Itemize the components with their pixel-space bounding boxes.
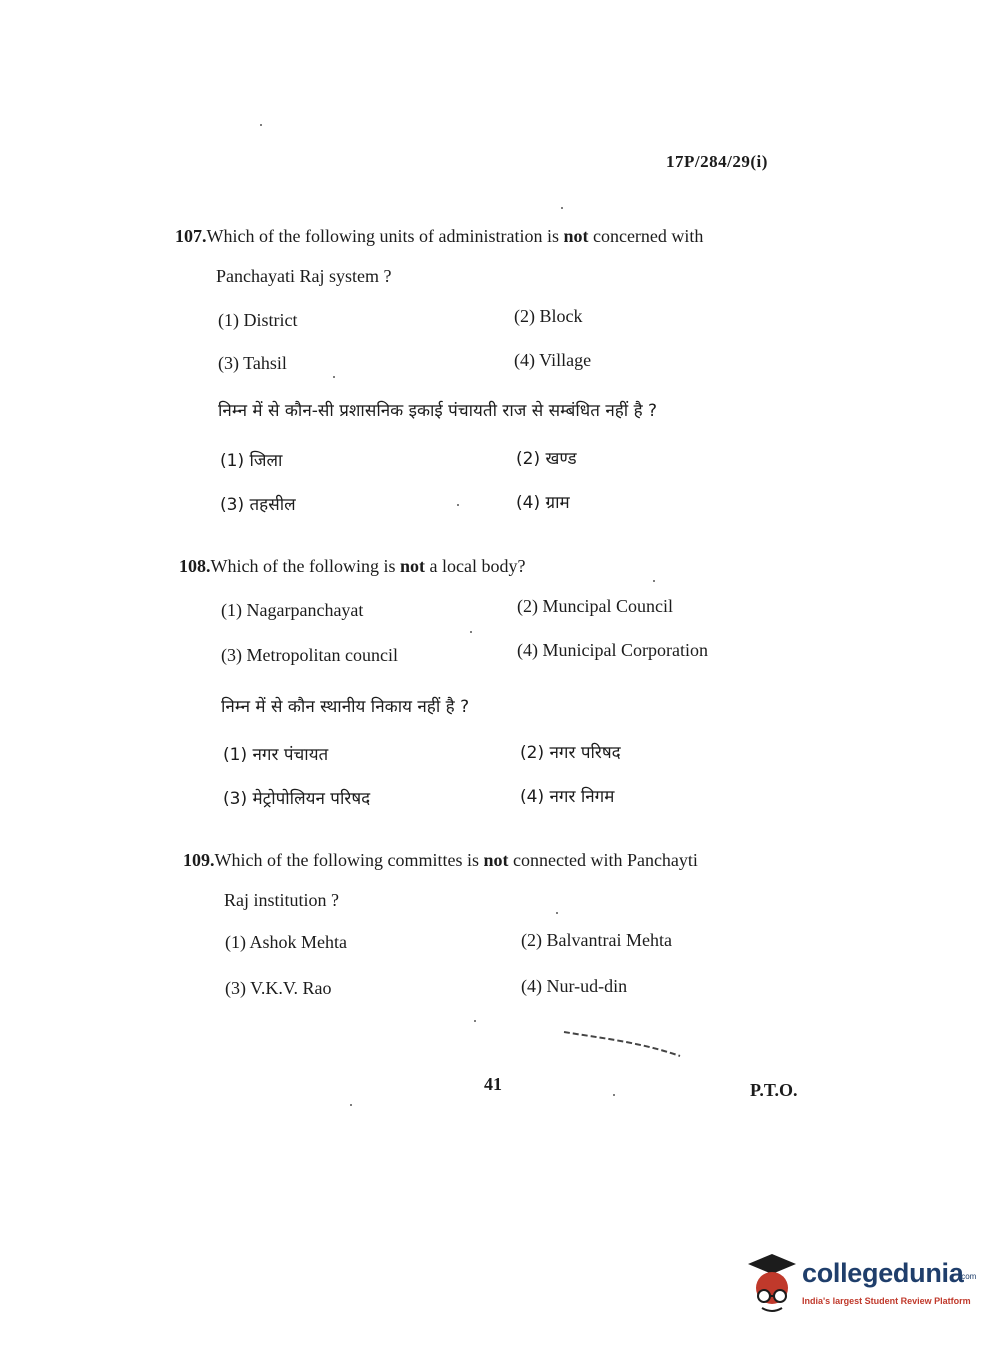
question-108-line1: 108.Which of the following is not a local body?: [179, 556, 526, 576]
question-number: 109.: [183, 850, 215, 870]
option-2-hindi: (2) नगर परिषद: [520, 743, 621, 763]
scan-speck: [613, 1094, 615, 1096]
scan-speck: [333, 376, 335, 378]
question-number: 108.: [179, 556, 211, 576]
scan-speck: [653, 580, 655, 582]
scan-speck: [457, 504, 459, 506]
option-1: (1) District: [218, 310, 298, 330]
option-4-hindi: (4) ग्राम: [516, 493, 570, 513]
option-2: (2) Muncipal Council: [517, 596, 673, 616]
scan-speck: [350, 1104, 352, 1106]
option-3: (3) Metropolitan council: [221, 645, 398, 665]
option-2-hindi: (2) खण्ड: [516, 449, 577, 469]
collegedunia-logo: [744, 1252, 977, 1316]
question-107-line2: Panchayati Raj system ?: [216, 266, 392, 286]
mascot-icon: [744, 1252, 800, 1316]
question-107-hindi: निम्न में से कौन-सी प्रशासनिक इकाई पंचायती राज से सम्बंधित नहीं है ?: [218, 401, 658, 421]
option-1: (1) Ashok Mehta: [225, 932, 347, 952]
scan-stroke: [560, 1028, 686, 1062]
question-107-line1: 107.Which of the following units of administration is not concerned with: [175, 226, 704, 246]
option-3-hindi: (3) मेट्रोपोलियन परिषद: [223, 789, 371, 809]
pto-label: P.T.O.: [750, 1080, 798, 1100]
paper-code: 17P/284/29(i): [666, 152, 768, 171]
scan-speck: [556, 912, 558, 914]
brand-name: collegedunia: [802, 1258, 964, 1288]
scan-speck: [474, 1020, 476, 1022]
option-1: (1) Nagarpanchayat: [221, 600, 364, 620]
option-4: (4) Nur-ud-din: [521, 976, 628, 996]
page-number: 41: [484, 1074, 502, 1094]
question-109-line1: 109.Which of the following committes is not connected with Panchayti: [183, 850, 698, 870]
brand-suffix: .com: [959, 1272, 977, 1281]
question-109-line2: Raj institution ?: [224, 890, 339, 910]
question-108-hindi: निम्न में से कौन स्थानीय निकाय नहीं है ?: [221, 697, 470, 717]
option-1-hindi: (1) नगर पंचायत: [223, 745, 329, 765]
scan-speck: [561, 207, 563, 209]
scan-speck: [470, 631, 472, 633]
option-2: (2) Block: [514, 306, 583, 326]
option-4: (4) Village: [514, 350, 592, 370]
scan-speck: [260, 124, 262, 126]
option-3: (3) V.K.V. Rao: [225, 978, 332, 998]
option-1-hindi: (1) जिला: [220, 451, 283, 471]
option-3: (3) Tahsil: [218, 353, 287, 373]
brand-tagline: India's largest Student Review Platform: [802, 1296, 971, 1306]
option-4-hindi: (4) नगर निगम: [520, 787, 615, 807]
question-number: 107.: [175, 226, 207, 246]
option-3-hindi: (3) तहसील: [220, 495, 296, 515]
option-2: (2) Balvantrai Mehta: [521, 930, 672, 950]
option-4: (4) Municipal Corporation: [517, 640, 708, 660]
